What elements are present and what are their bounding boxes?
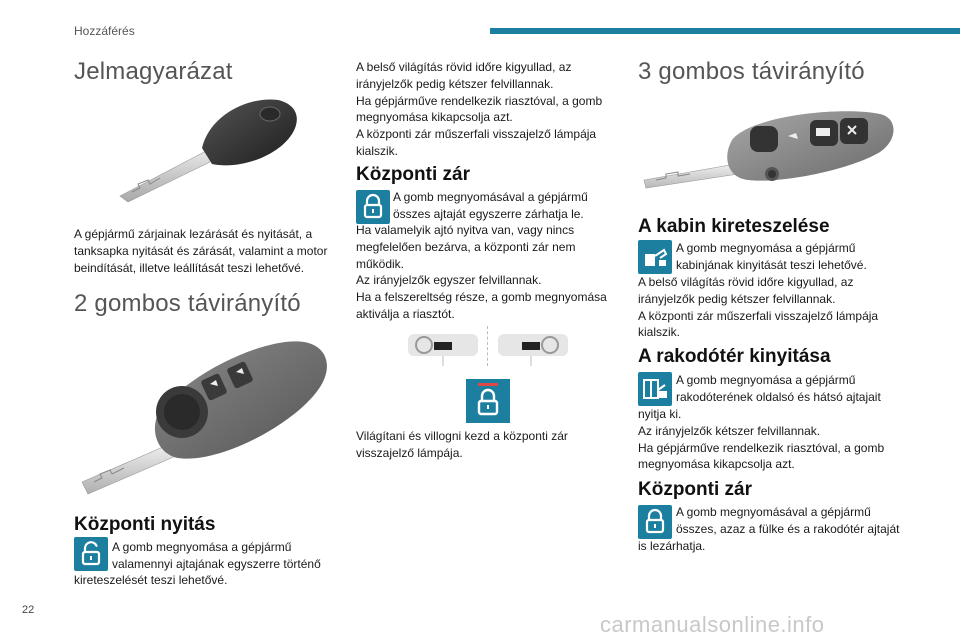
text-line: megfelelően bezárva, a központi zár nem [356, 239, 576, 254]
text-line: működik. [356, 256, 405, 271]
text-line: kialszik. [638, 325, 681, 340]
page-number: 22 [22, 604, 35, 616]
legend-intro [74, 226, 327, 276]
text-line: Ha a felszereltség része, a gomb megnyomása [356, 290, 607, 305]
text-line: kialszik. [356, 143, 399, 158]
text-line: A központi zár műszerfali visszajelző lámpája [638, 308, 879, 323]
lock-3btn-desc-indented [676, 504, 899, 538]
text-line: A gomb megnyomása a gépjármű [676, 373, 856, 387]
indicator-divider [487, 326, 488, 366]
text-line: A belső világítás rövid időre kigyullad, az [638, 275, 854, 289]
cab-desc-indented [676, 240, 867, 274]
cargo-unlock-title: A rakodótér kinyitása [638, 346, 831, 367]
text-line: Ha gépjárműve rendelkezik riasztóval, a gomb [638, 440, 885, 455]
text-line: Az irányjelzők kétszer felvillannak. [638, 423, 821, 438]
central-unlock-title: Központi nyitás [74, 514, 216, 535]
text-line: A belső világítás rövid időre kigyullad, az [356, 60, 572, 74]
lock-3btn-icon [638, 505, 672, 539]
two-button-title: 2 gombos távirányító [74, 290, 301, 317]
text-line: nyitja ki. [638, 407, 682, 421]
cab-desc-full [638, 274, 878, 341]
central-lock-title: Központi zár [356, 164, 470, 185]
dashboard-indicator-left-image [406, 328, 480, 368]
lock-icon [356, 190, 390, 224]
text-line: A gomb megnyomásával a gépjármű [676, 505, 871, 519]
text-line: Ha valamelyik ajtó nyitva van, vagy nincs [356, 223, 575, 237]
text-line: A gomb megnyomása a gépjármű [676, 241, 856, 255]
text-line: visszajelző lámpája. [356, 445, 463, 460]
cab-unlock-icon [638, 240, 672, 274]
cargo-desc-indented [676, 372, 881, 406]
three-button-remote-image [640, 100, 900, 200]
text-line: irányjelzők pedig kétszer felvillannak. [356, 76, 554, 91]
two-button-remote-image [78, 332, 338, 502]
text-line: kireteszelését teszi lehetővé. [74, 573, 228, 587]
lock-indicator-desc [356, 428, 568, 462]
text-line: aktiválja a riasztót. [356, 306, 455, 321]
cab-unlock-title: A kabin kireteszelése [638, 216, 830, 237]
lock-indicator-icon [466, 379, 510, 423]
text-line: A központi zár műszerfali visszajelző lámpája [356, 127, 597, 142]
cargo-unlock-icon [638, 372, 672, 406]
cargo-desc-full [638, 406, 884, 473]
section-label: Hozzáférés [74, 24, 135, 38]
unlock-icon [74, 537, 108, 571]
text-line: A gépjármű zárjainak lezárását és nyitását, a [74, 227, 313, 241]
text-line: irányjelzők pedig kétszer felvillannak. [638, 291, 836, 306]
text-line: is lezárhatja. [638, 539, 706, 553]
dashboard-indicator-right-image [496, 328, 570, 368]
text-line: rakodóterének oldalsó és hátsó ajtajait [676, 389, 881, 404]
unlock-effects [356, 59, 602, 160]
lock-desc-indented [393, 189, 588, 223]
text-line: összes ajtaját egyszerre zárhatja le. [393, 206, 584, 221]
text-line: Ha gépjárműve rendelkezik riasztóval, a gomb [356, 93, 603, 108]
central-lock-3btn-title: Központi zár [638, 479, 752, 500]
key-image [110, 92, 310, 202]
text-line: kabinjának kinyitását teszi lehetővé. [676, 257, 867, 272]
text-line: Az irányjelzők egyszer felvillannak. [356, 273, 542, 288]
text-line: valamennyi ajtajának egyszerre történő [112, 556, 321, 571]
text-line: tanksapka nyitását és zárását, valamint a motor [74, 243, 328, 258]
unlock-desc-indented [112, 539, 321, 573]
three-button-title: 3 gombos távirányító [638, 58, 865, 85]
text-line: A gomb megnyomása a gépjármű [112, 540, 292, 554]
unlock-desc-full [74, 572, 227, 589]
lock-3btn-desc-full [638, 538, 705, 555]
text-line: összes, azaz a fülke és a rakodótér ajtaját [676, 521, 900, 536]
text-line: megnyomása kikapcsolja azt. [638, 457, 795, 472]
lock-desc-full [356, 222, 607, 323]
text-line: Világítani és villogni kezd a központi zár [356, 429, 568, 443]
header-accent-bar [490, 28, 960, 34]
text-line: A gomb megnyomásával a gépjármű [393, 190, 588, 204]
legend-title: Jelmagyarázat [74, 58, 233, 85]
text-line: megnyomása kikapcsolja azt. [356, 110, 513, 125]
text-line: beindítását, illetve leállítását teszi lehetővé. [74, 260, 305, 275]
watermark: carmanualsonline.info [600, 612, 825, 637]
